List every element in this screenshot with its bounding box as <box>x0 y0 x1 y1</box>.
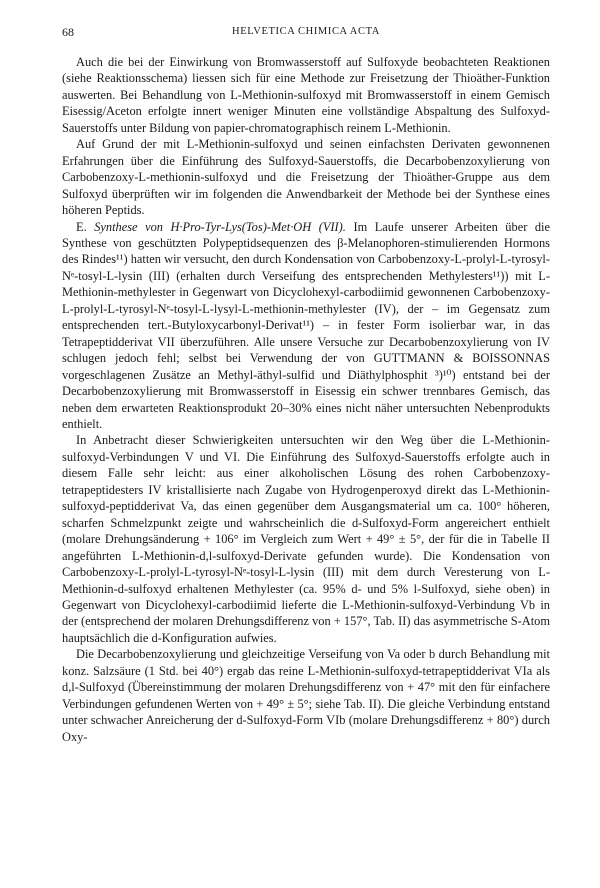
paragraph-1: Auch die bei der Einwirkung von Bromwasserstoff auf Sulfoxyde beobachteten Reaktionen (siehe Reaktionsschema) liessen sich für eine Methode zur Freisetzung der Thioäther-Funktion auswerten. Bei Behandlung von L-Methionin-sulfoxyd mit Bromwasserstoff in einem Gemisch Eisessig/Aceton erfolgte innert weniger Minuten eine vollständige Abspaltung des Sulfoxyd-Sauerstoffs unter Bildung von papier-chromatographisch reinem L-Methionin. <box>62 55 550 135</box>
paragraph-2: Auf Grund der mit L-Methionin-sulfoxyd und seinen einfachsten Derivaten gewonnenen Erfahrungen über die Einführung des Sulfoxyd-Sauerstoffs, die Decarbobenzoxylierung von Carbobenzoxy-L-methionin-sulfoxyd und die Freisetzung der Thioäther-Gruppe aus dem Sulfoxyd überprüften wir im folgenden die Anwendbarkeit der Methode bei der Synthese eines höheren Peptids. <box>62 137 550 218</box>
paragraph-3-text: Im Laufe unserer Arbeiten über die Synthese von geschützten Polypeptidsequenzen des β-Melanophoren-stimulierenden Hormons des Rindes¹¹) hatten wir versucht, den durch Kondensation von Carbobenzoxy-L-prolyl-L-tyrosyl-Nᵉ-tosyl-L-lysin (III) (erhalten durch Verseifung des entsprechenden Methylesters¹¹)) mit L-Methionin-methylester in Gegenwart von Dicyclohexyl-carbodiimid gewonnenen Carbobenzoxy-L-prolyl-L-tyrosyl-Nᵉ-tosyl-L-lysyl-L-methionin-methylester (IV), der – im Gegensatz zum entsprechenden tert.-Butyloxycarbonyl-Derivat¹¹) – in fester Form isolierbar war, in das Tetrapeptidderivat VII überzuführen. Alle unsere Versuche zur Decarbobenzoxylierung von IV schlugen jedoch fehl; selbst bei Verwendung der von GUTTMANN & BOISSONNAS vorgeschlagenen Zusätze an Methyl-äthyl-sulfid und Diäthylphosphit ³)¹⁰) entstand bei der Decarbobenzoxylierung mit Bromwasserstoff in Eisessig ein schwer trennbares Gemisch, das neben dem erwarteten Reaktionsprodukt 20–30% eines nicht näher untersuchten Nebenprodukts enthielt. <box>62 219 550 431</box>
paragraph-3 <box>62 219 550 433</box>
section-lead: E. <box>76 219 87 234</box>
paper-page <box>62 24 550 745</box>
section-heading: Synthese von H·Pro-Tyr-Lys(Tos)-Met·OH (VII). <box>94 219 346 234</box>
page-number: 68 <box>62 25 74 39</box>
paragraph-5: Die Decarbobenzoxylierung und gleichzeitige Verseifung von Va oder b durch Behandlung mit konz. Salzsäure (1 Std. bei 40°) ergab das reine L-Methionin-sulfoxyd-tetrapeptidderivat VIa als d,l-Sulfoxyd (Übereinstimmung der molaren Drehungsdifferenz von + 47° mit den für einfachere Verbindungen gefundenen Werten von + 49° ± 5°; siehe Tab. II). Die gleiche Verbindung entstand unter schwacher Anreicherung der d-Sulfoxyd-Form VIb (molare Drehungsdifferenz + 80°) durch Oxy- <box>62 647 550 744</box>
journal-title: HELVETICA CHIMICA ACTA <box>232 26 380 37</box>
running-header <box>62 24 550 42</box>
paragraph-4: In Anbetracht dieser Schwierigkeiten untersuchten wir den Weg über die L-Methionin-sulfoxyd-Verbindungen V und VI. Die Einführung des Sulfoxyd-Sauerstoffs erfolgte auch in diesem Falle sehr leicht: aus einer alkoholischen Lösung des rohen Carbobenzoxy-tetrapeptidesters IV kristallisierte nach Zugabe von Hydrogenperoxyd direkt das L-Methionin-sulfoxyd-peptidderivat Va, das einen gegenüber dem Ausgangsmaterial um ca. 100° höheren, scharfen Schmelzpunkt zeigte und wahrscheinlich die d-Sulfoxyd-Form angereichert enthielt (molare Drehungsänderung + 106° im Vergleich zum Wert + 49° ± 5°, der für die in Tabelle II angeführten L-Methionin-d,l-sulfoxyd-Derivate gefunden wurde). Die Kondensation von Carbobenzoxy-L-prolyl-L-tyrosyl-Nᵉ-tosyl-L-lysin (III) mit dem durch Veresterung von L-Methionin-d-sulfoxyd erhaltenen Methylester (ca. 95% d- und 5% l-Sulfoxyd, siehe oben) in Gegenwart von Dicyclohexyl-carbodiimid lieferte die L-Methionin-sulfoxyd-Verbindung Vb in der (entsprechend der molaren Drehungsdifferenz von + 157°, Tab. II) das asymmetrische S-Atom hauptsächlich die d-Konfiguration aufwies. <box>62 433 550 645</box>
